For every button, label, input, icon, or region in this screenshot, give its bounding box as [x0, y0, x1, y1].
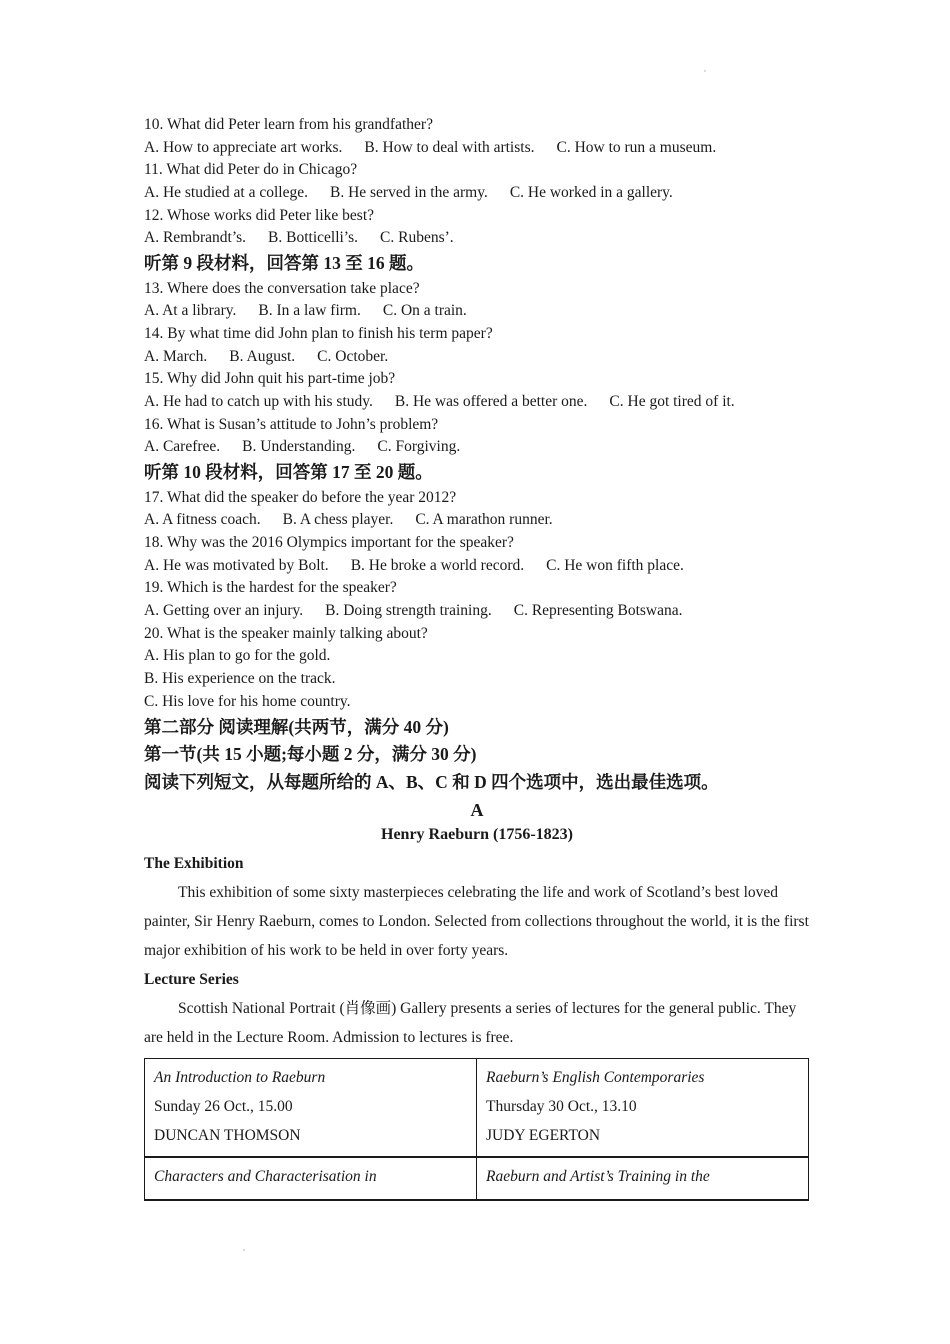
option-b: B. Understanding. — [242, 438, 356, 456]
question-20: 20. What is the speaker mainly talking about? — [144, 624, 428, 642]
part-2-heading: 第二部分 阅读理解(共两节，满分 40 分) — [144, 716, 449, 737]
option-b: B. In a law firm. — [258, 302, 361, 320]
lecture-speaker: DUNCAN THOMSON — [154, 1127, 301, 1144]
option-a: A. Carefree. — [144, 438, 221, 456]
lecture-cell — [477, 1059, 809, 1158]
options-13 — [144, 300, 810, 323]
lecture-cell — [145, 1059, 477, 1158]
question-10: 10. What did Peter learn from his grandfather? — [144, 116, 433, 133]
exhibition-paragraph: This exhibition of some sixty masterpieces celebrating the life and work of Scotland’s best loved painter, Sir Henry Raeburn, comes to London. Selected from collections throughout the world, it is the first major exhibition of his work to be held in over forty years. — [144, 884, 809, 959]
question-17: 17. What did the speaker do before the year 2012? — [144, 488, 457, 506]
option-b: B. He served in the army. — [329, 184, 488, 202]
lecture-title: Raeburn and Artist’s Training in the — [486, 1168, 710, 1185]
option-b: B. Botticelli’s. — [268, 229, 359, 247]
option-c: C. He worked in a gallery. — [509, 184, 673, 202]
option-c: C. On a train. — [382, 302, 467, 320]
question-12: 12. Whose works did Peter like best? — [144, 206, 375, 224]
option-c: C. How to run a museum. — [556, 138, 717, 156]
lecture-row — [145, 1059, 809, 1158]
option-20-b: B. His experience on the track. — [144, 670, 336, 688]
reading-instruction: 阅读下列短文，从每题所给的 A、B、C 和 D 四个选项中，选出最佳选项。 — [144, 771, 719, 792]
section-1-heading: 第一节(共 15 小题;每小题 2 分，满分 30 分) — [144, 744, 477, 764]
lecture-series-paragraph: Scottish National Portrait (肖像画) Gallery presents a series of lectures for the general public. They are held in the Lecture Room. Admission to lectures is free. — [144, 1000, 797, 1046]
option-a: A. He had to catch up with his study. — [144, 393, 373, 411]
lecture-title: An Introduction to Raeburn — [154, 1069, 326, 1086]
option-c: C. Rubens’. — [380, 229, 454, 247]
option-b: B. A chess player. — [282, 511, 394, 529]
questions-13-16 — [144, 278, 810, 460]
option-a: A. Rembrandt’s. — [144, 229, 247, 247]
lecture-date: Thursday 30 Oct., 13.10 — [486, 1098, 637, 1115]
option-a: A. How to appreciate art works. — [144, 138, 343, 156]
option-c: C. A marathon runner. — [415, 511, 553, 529]
lecture-title: Characters and Characterisation in — [154, 1168, 377, 1185]
option-c: C. October. — [317, 347, 389, 365]
passage-title: Henry Raeburn (1756-1823) — [381, 826, 573, 843]
option-c: C. He won fifth place. — [546, 556, 684, 574]
question-14: 14. By what time did John plan to finish his term paper? — [144, 325, 493, 342]
options-12 — [144, 227, 810, 250]
lecture-cell — [145, 1157, 477, 1200]
options-19 — [144, 600, 810, 623]
lecture-speaker: JUDY EGERTON — [486, 1127, 601, 1144]
option-a: A. He studied at a college. — [144, 184, 308, 202]
question-11: 11. What did Peter do in Chicago? — [144, 161, 358, 179]
questions-10-12 — [144, 114, 810, 250]
option-a: A. Getting over an injury. — [144, 602, 304, 620]
option-b: B. August. — [229, 347, 296, 365]
option-b: B. He broke a world record. — [350, 556, 525, 574]
options-18 — [144, 555, 810, 578]
lecture-cell — [477, 1157, 809, 1200]
lecture-series-heading: Lecture Series — [144, 971, 239, 988]
lecture-date: Sunday 26 Oct., 15.00 — [154, 1098, 293, 1115]
option-c: C. He got tired of it. — [609, 393, 735, 411]
question-16: 16. What is Susan’s attitude to John’s problem? — [144, 415, 439, 433]
speck-bottom — [243, 1249, 245, 1251]
question-13: 13. Where does the conversation take place? — [144, 279, 420, 297]
speck-top — [704, 70, 706, 72]
options-11 — [144, 182, 810, 205]
option-20-a: A. His plan to go for the gold. — [144, 647, 331, 665]
question-15: 15. Why did John quit his part-time job? — [144, 370, 396, 388]
option-a: A. At a library. — [144, 302, 237, 320]
option-a: A. A fitness coach. — [144, 511, 261, 529]
options-14 — [144, 346, 810, 369]
lecture-row — [145, 1157, 809, 1200]
questions-17-20 — [144, 487, 810, 714]
option-b: B. He was offered a better one. — [394, 393, 588, 411]
options-16 — [144, 436, 810, 459]
options-15 — [144, 391, 810, 414]
exam-page — [144, 114, 810, 1201]
question-19: 19. Which is the hardest for the speaker? — [144, 579, 397, 597]
option-a: A. March. — [144, 347, 208, 365]
lecture-table — [144, 1058, 809, 1201]
option-b: B. Doing strength training. — [325, 602, 492, 620]
option-c: C. Representing Botswana. — [513, 602, 683, 620]
passage-letter: A — [470, 800, 484, 820]
option-20-c: C. His love for his home country. — [144, 692, 351, 710]
option-c: C. Forgiving. — [377, 438, 461, 456]
option-b: B. How to deal with artists. — [364, 138, 535, 156]
lecture-title: Raeburn’s English Contemporaries — [486, 1069, 705, 1086]
options-10 — [144, 137, 810, 160]
option-a: A. He was motivated by Bolt. — [144, 556, 329, 574]
section-9-heading: 听第 9 段材料，回答第 13 至 16 题。 — [144, 253, 424, 274]
question-18: 18. Why was the 2016 Olympics important for the speaker? — [144, 534, 514, 551]
options-17 — [144, 509, 810, 532]
exhibition-heading: The Exhibition — [144, 855, 244, 872]
section-10-heading: 听第 10 段材料，回答第 17 至 20 题。 — [144, 462, 433, 483]
